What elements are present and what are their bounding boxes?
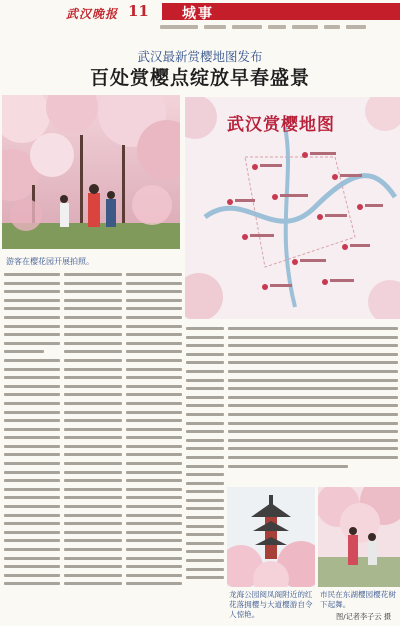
article-column-1: [4, 273, 60, 591]
article-column-2: [64, 273, 122, 591]
article-headline: 百处赏樱点绽放早春盛景: [89, 67, 310, 89]
article-subhead: 武汉最新赏樱地图发布: [137, 49, 263, 64]
photo-credit: 图/记者李子云 摄: [336, 612, 392, 621]
article-column-3: [126, 273, 182, 591]
page-number: 11: [128, 2, 149, 20]
map-title: 武汉赏樱地图: [227, 115, 335, 135]
article-column-5: [228, 327, 398, 473]
section-name: 城事: [182, 6, 214, 22]
pavilion-caption: 龙海公园阅凤阁附近的红花落拥樱与大道樱游自令人惊艳。: [229, 590, 313, 619]
dateline: [160, 25, 370, 29]
lakeside-caption: 市民在东湖樱园樱花树下起舞。: [320, 590, 396, 609]
lakeside-photo: [318, 487, 400, 587]
photo-caption: 游客在樱花园开展拍照。: [6, 257, 94, 266]
article-column-4: [186, 327, 224, 585]
pavilion-photo: [227, 487, 315, 587]
paper-name: 武汉晚报: [66, 7, 119, 21]
cherry-blossom-photo: [2, 95, 180, 249]
